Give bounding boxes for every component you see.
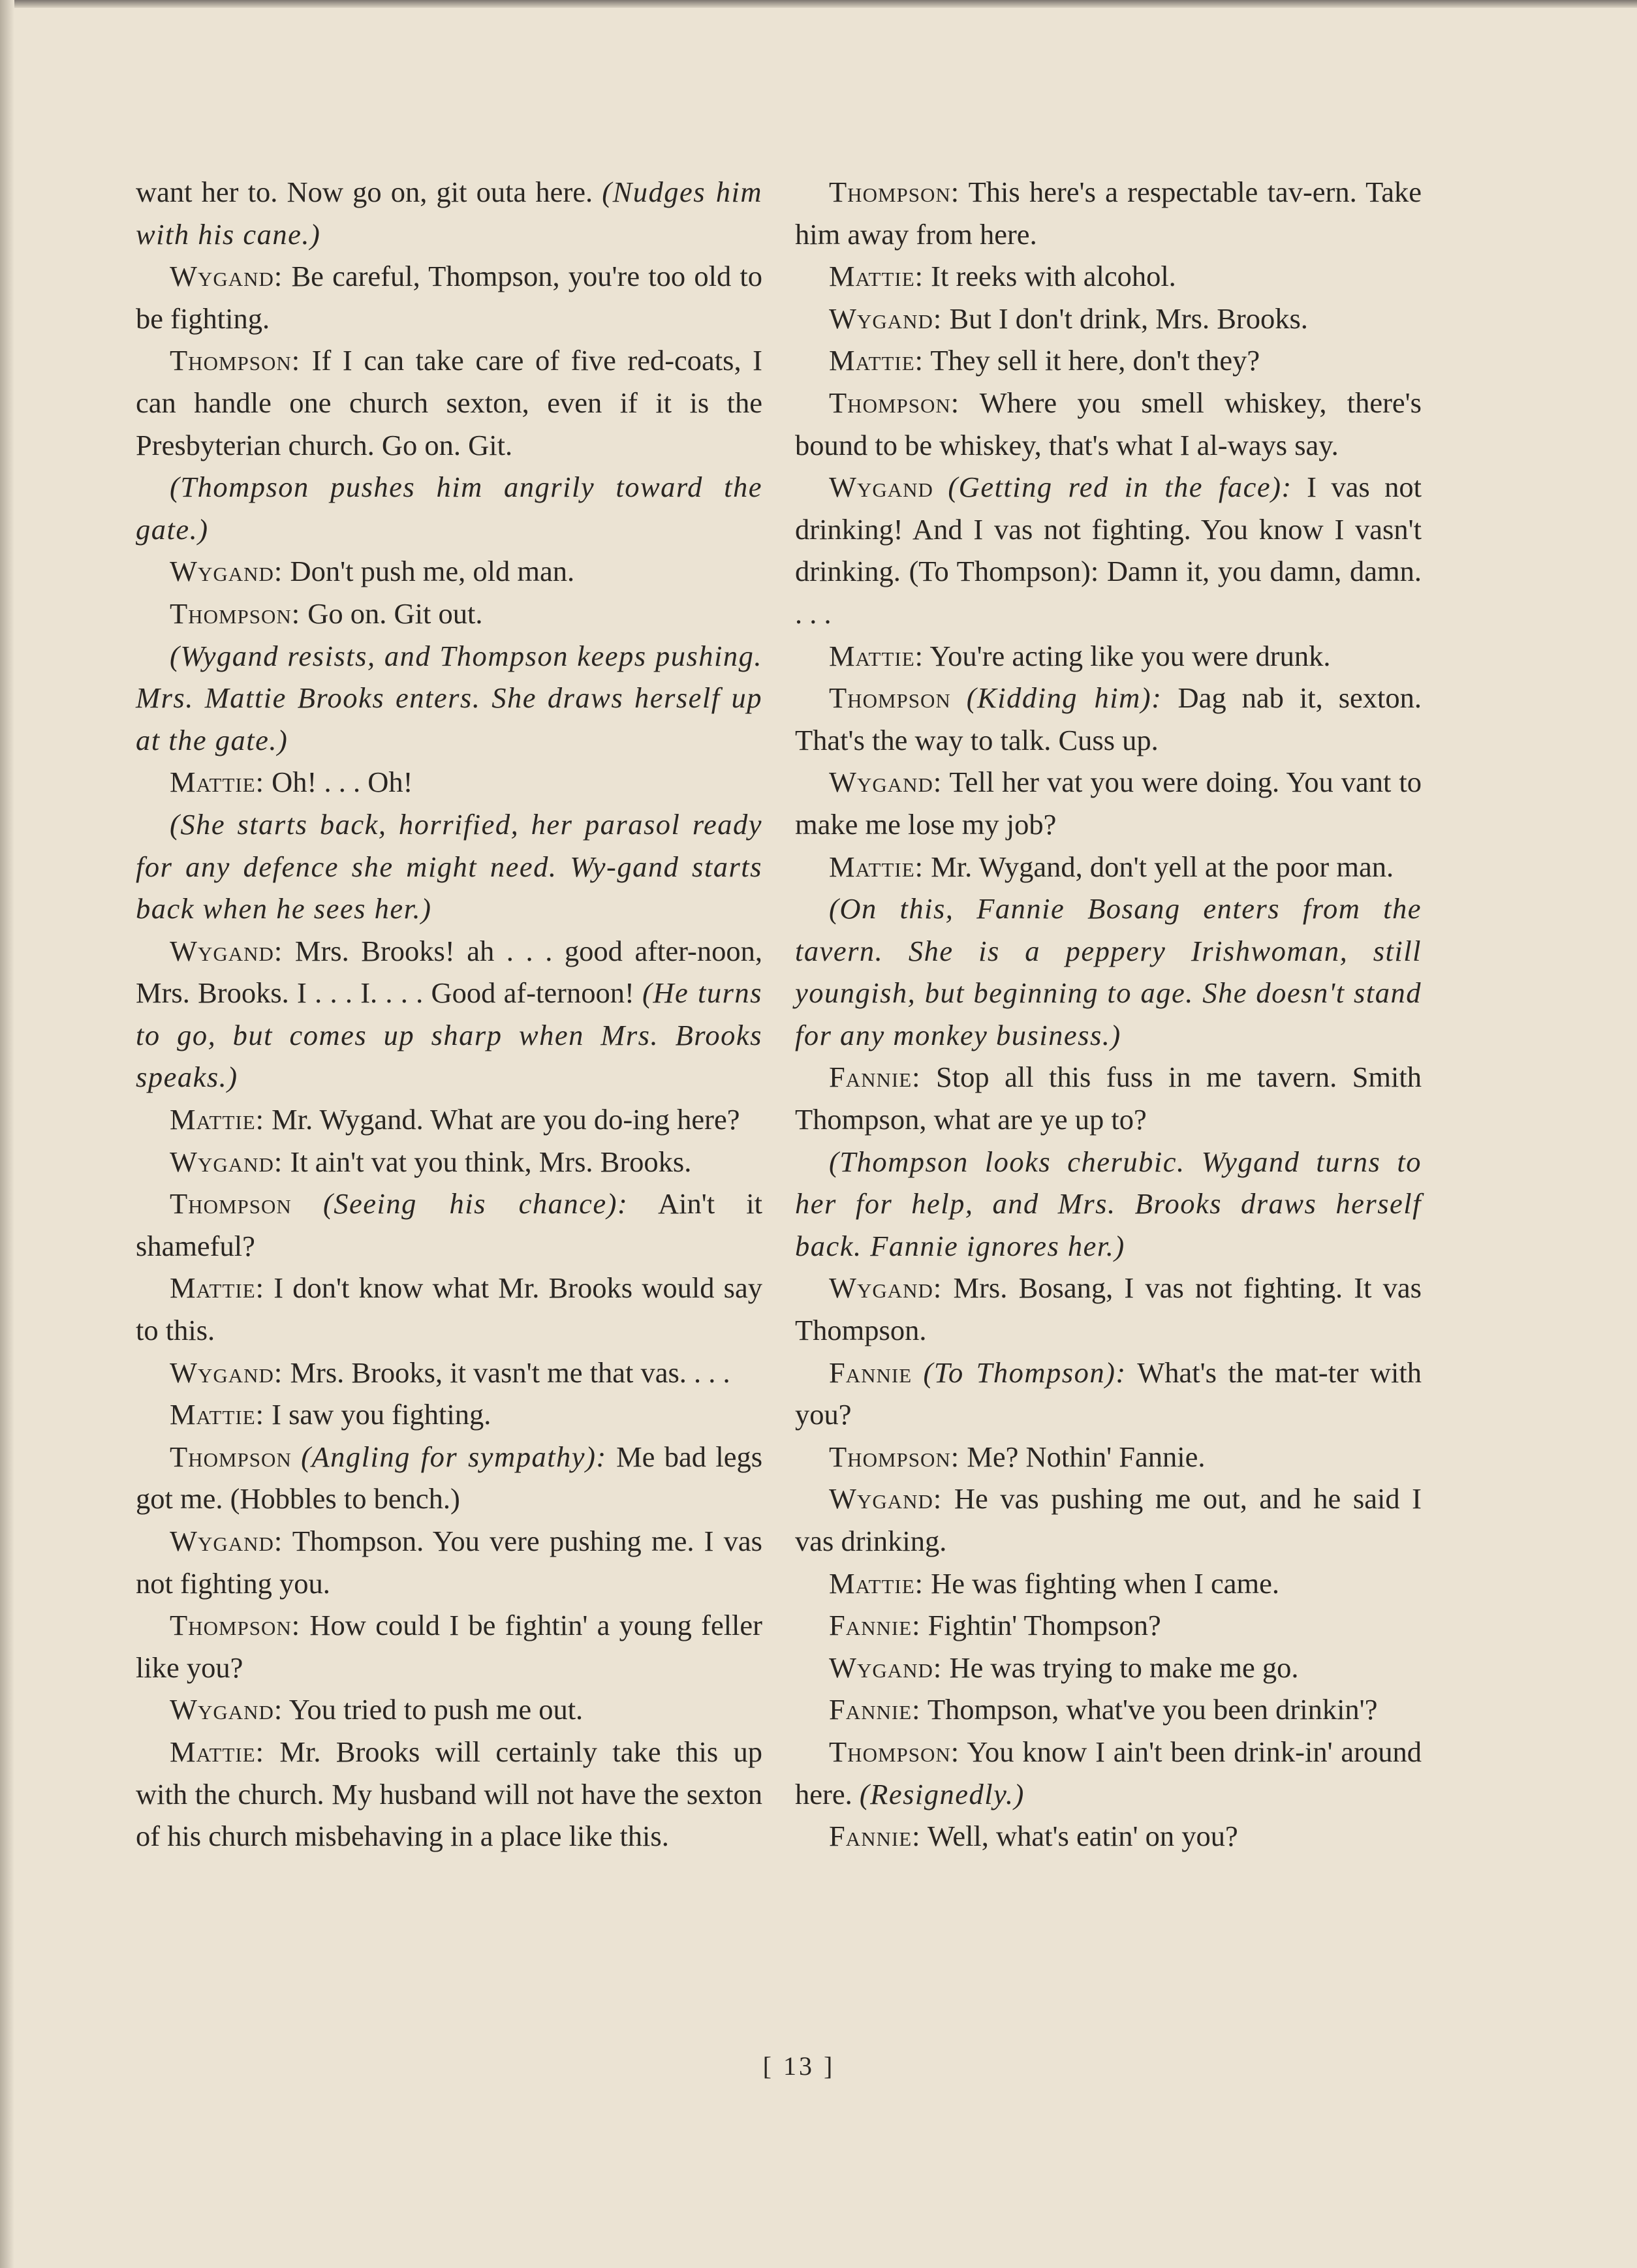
dialogue-paragraph bbox=[136, 1604, 762, 1688]
speaker-name: Mattie: bbox=[170, 766, 265, 799]
dialogue-text: This here's a respectable tav-ern. Take him away from here. bbox=[795, 176, 1422, 251]
speaker-name: Fannie: bbox=[829, 1609, 921, 1642]
dialogue-text: Me bad legs got me. (Hobbles to bench.) bbox=[136, 1440, 763, 1515]
dialogue-text: He was trying to make me go. bbox=[949, 1651, 1299, 1684]
dialogue-paragraph bbox=[795, 1352, 1422, 1436]
speaker-name: Wygand: bbox=[829, 766, 943, 799]
speaker-name: Mattie: bbox=[829, 1566, 924, 1600]
dialogue-paragraph bbox=[136, 803, 762, 930]
dialogue-paragraph bbox=[136, 1688, 762, 1731]
dialogue-paragraph bbox=[136, 255, 762, 339]
dialogue-text: They sell it here, don't they? bbox=[930, 344, 1260, 377]
dialogue-text: But I don't drink, Mrs. Brooks. bbox=[949, 302, 1308, 335]
dialogue-text: It ain't vat you think, Mrs. Brooks. bbox=[290, 1145, 692, 1178]
dialogue-paragraph bbox=[795, 1056, 1422, 1140]
speaker-name: Fannie: bbox=[829, 1693, 921, 1726]
dialogue-text: Well, what's eatin' on you? bbox=[927, 1820, 1238, 1853]
dialogue-paragraph bbox=[136, 635, 762, 762]
dialogue-text: Oh! . . . Oh! bbox=[272, 766, 413, 799]
dialogue-paragraph bbox=[795, 1731, 1422, 1815]
dialogue-paragraph bbox=[136, 1731, 762, 1857]
stage-direction: (On this, Fannie Bosang enters from the tavern. She is a peppery Irishwoman, still youngish, but beginning to age. She doesn't stand for any monkey business.) bbox=[795, 892, 1422, 1051]
speaker-name: Wygand: bbox=[829, 302, 943, 335]
speaker-name: Wygand bbox=[829, 471, 933, 504]
dialogue-text: I vas not drinking! And I vas not fighting. You know I vasn't drinking. (To Thompson): Damn it, you damn, damn. . . . bbox=[795, 471, 1422, 630]
dialogue-text: Fightin' Thompson? bbox=[928, 1609, 1161, 1642]
binding-shadow bbox=[0, 0, 14, 2268]
speaker-name: Fannie: bbox=[829, 1061, 921, 1094]
speaker-name: Thompson: bbox=[170, 1609, 301, 1642]
dialogue-paragraph bbox=[795, 1688, 1422, 1731]
dialogue-paragraph bbox=[795, 171, 1422, 255]
dialogue-text: Me? Nothin' Fannie. bbox=[967, 1440, 1206, 1473]
speaker-name: Fannie bbox=[829, 1356, 912, 1389]
dialogue-text: Mr. Wygand, don't yell at the poor man. bbox=[931, 850, 1394, 883]
dialogue-paragraph bbox=[795, 1267, 1422, 1351]
speaker-name: Mattie: bbox=[829, 639, 924, 672]
stage-direction: (Nudges him with his cane.) bbox=[136, 176, 763, 251]
speaker-name: Mattie: bbox=[170, 1271, 265, 1305]
speaker-name: Thompson bbox=[170, 1187, 292, 1220]
dialogue-paragraph bbox=[136, 339, 762, 466]
speaker-name: Thompson: bbox=[829, 1735, 960, 1768]
dialogue-text: Thompson, what've you been drinkin'? bbox=[927, 1693, 1378, 1726]
dialogue-text: Thompson. You vere pushing me. I vas not fighting you. bbox=[136, 1525, 762, 1600]
dialogue-text: How could I be fightin' a young feller like you? bbox=[136, 1609, 762, 1684]
dialogue-paragraph bbox=[795, 1604, 1422, 1647]
dialogue-paragraph bbox=[795, 677, 1422, 761]
speaker-name: Wygand: bbox=[170, 1525, 283, 1557]
dialogue-text: You're acting like you were drunk. bbox=[929, 639, 1331, 672]
left-column bbox=[136, 171, 762, 1857]
dialogue-paragraph bbox=[795, 761, 1422, 845]
speaker-name: Thompson bbox=[829, 681, 951, 715]
dialogue-text: Mrs. Bosang, I vas not fighting. It vas Thompson. bbox=[795, 1271, 1422, 1347]
dialogue-text: want her to. Now go on, git outa here. bbox=[136, 176, 593, 208]
dialogue-text: What's the mat-ter with you? bbox=[795, 1356, 1422, 1431]
speaker-name: Thompson: bbox=[829, 1440, 960, 1473]
right-column bbox=[795, 171, 1422, 1857]
dialogue-paragraph bbox=[136, 930, 762, 1098]
stage-direction: (Resignedly.) bbox=[859, 1777, 1025, 1810]
speaker-name: Mattie: bbox=[829, 260, 924, 293]
dialogue-text: Where you smell whiskey, there's bound to be whiskey, that's what I al-ways say. bbox=[795, 386, 1422, 461]
dialogue-paragraph bbox=[136, 1436, 762, 1520]
speaker-name: Mattie: bbox=[170, 1103, 265, 1136]
speaker-name: Mattie: bbox=[170, 1398, 265, 1431]
dialogue-text: Mr. Brooks will certainly take this up with the church. My husband will not have the sexton of his church misbehaving in a place like this. bbox=[136, 1735, 762, 1853]
dialogue-paragraph bbox=[136, 1352, 762, 1394]
dialogue-paragraph bbox=[795, 1436, 1422, 1478]
dialogue-text: Stop all this fuss in me tavern. Smith Thompson, what are ye up to? bbox=[795, 1061, 1422, 1136]
dialogue-text: You know I ain't been drink-in' around here. bbox=[795, 1735, 1422, 1810]
stage-direction: (Getting red in the face): bbox=[948, 471, 1292, 504]
dialogue-text: Mr. Wygand. What are you do-ing here? bbox=[272, 1103, 740, 1136]
dialogue-paragraph bbox=[795, 1141, 1422, 1267]
dialogue-paragraph bbox=[795, 1562, 1422, 1605]
speaker-name: Wygand: bbox=[170, 934, 283, 967]
dialogue-paragraph bbox=[136, 1267, 762, 1351]
stage-direction: (He turns to go, but comes up sharp when Mrs. Brooks speaks.) bbox=[136, 976, 762, 1094]
dialogue-text: He vas pushing me out, and he said I vas drinking. bbox=[795, 1482, 1422, 1557]
speaker-name: Wygand: bbox=[170, 555, 283, 588]
dialogue-text: Tell her vat you were doing. You vant to make me lose my job? bbox=[795, 766, 1422, 841]
dialogue-paragraph bbox=[795, 635, 1422, 677]
dialogue-text: Be careful, Thompson, you're too old to be fighting. bbox=[136, 260, 762, 335]
speaker-name: Thompson bbox=[170, 1440, 292, 1473]
speaker-name: Wygand: bbox=[170, 260, 283, 293]
speaker-name: Thompson: bbox=[170, 344, 301, 377]
stage-direction: (Thompson looks cherubic. Wygand turns to her for help, and Mrs. Brooks draws herself back. Fannie ignores her.) bbox=[795, 1145, 1422, 1262]
stage-direction: (Angling for sympathy): bbox=[301, 1440, 607, 1473]
dialogue-paragraph bbox=[795, 888, 1422, 1056]
speaker-name: Thompson: bbox=[829, 176, 960, 208]
dialogue-text: Mrs. Brooks, it vasn't me that vas. . . . bbox=[290, 1356, 730, 1389]
page-number: [ 13 ] bbox=[762, 2051, 835, 2081]
speaker-name: Wygand: bbox=[170, 1145, 283, 1178]
dialogue-text: Don't push me, old man. bbox=[290, 555, 575, 588]
speaker-name: Wygand: bbox=[170, 1693, 283, 1726]
dialogue-paragraph bbox=[136, 1520, 762, 1604]
stage-direction: (She starts back, horrified, her parasol ready for any defence she might need. Wy-gand starts back when he sees her.) bbox=[136, 807, 762, 925]
dialogue-paragraph bbox=[795, 466, 1422, 634]
speaker-name: Wygand: bbox=[170, 1356, 283, 1389]
speaker-name: Wygand: bbox=[829, 1651, 943, 1684]
dialogue-paragraph bbox=[136, 761, 762, 803]
stage-direction: (Kidding him): bbox=[966, 681, 1162, 715]
dialogue-text: Ain't it shameful? bbox=[136, 1187, 763, 1262]
dialogue-text: If I can take care of five red-coats, I can handle one church sexton, even if it is the Presbyterian church. Go on. Git. bbox=[136, 344, 762, 461]
stage-direction: (Wygand resists, and Thompson keeps pushing. Mrs. Mattie Brooks enters. She draws herself up at the gate.) bbox=[136, 639, 762, 756]
speaker-name: Wygand: bbox=[829, 1482, 943, 1515]
dialogue-paragraph bbox=[136, 550, 762, 593]
speaker-name: Fannie: bbox=[829, 1820, 921, 1853]
dialogue-text: You tried to push me out. bbox=[288, 1693, 584, 1726]
dialogue-text: He was fighting when I came. bbox=[931, 1566, 1279, 1600]
dialogue-paragraph bbox=[136, 1098, 762, 1141]
speaker-name: Mattie: bbox=[170, 1735, 265, 1768]
dialogue-paragraph bbox=[136, 1141, 762, 1183]
dialogue-paragraph bbox=[136, 171, 762, 255]
speaker-name: Mattie: bbox=[829, 850, 924, 883]
speaker-name: Wygand: bbox=[829, 1271, 943, 1305]
dialogue-paragraph bbox=[795, 1815, 1422, 1857]
dialogue-paragraph bbox=[795, 382, 1422, 466]
stage-direction: (Thompson pushes him angrily toward the gate.) bbox=[136, 471, 762, 546]
dialogue-paragraph bbox=[795, 846, 1422, 888]
dialogue-text: Dag nab it, sexton. That's the way to talk. Cuss up. bbox=[795, 681, 1422, 756]
dialogue-text: I saw you fighting. bbox=[272, 1398, 491, 1431]
dialogue-text: Go on. Git out. bbox=[307, 597, 483, 630]
speaker-name: Mattie: bbox=[829, 344, 924, 377]
dialogue-text: Mrs. Brooks! ah . . . good after-noon, Mrs. Brooks. I . . . I. . . . Good af-ternoon! bbox=[136, 934, 763, 1010]
dialogue-paragraph bbox=[795, 255, 1422, 298]
dialogue-paragraph bbox=[136, 593, 762, 635]
dialogue-paragraph bbox=[795, 1647, 1422, 1689]
dialogue-paragraph bbox=[136, 1393, 762, 1436]
dialogue-paragraph bbox=[795, 339, 1422, 382]
dialogue-paragraph bbox=[795, 1478, 1422, 1562]
stage-direction: (Seeing his chance): bbox=[322, 1187, 629, 1220]
dialogue-text: It reeks with alcohol. bbox=[931, 260, 1176, 293]
dialogue-paragraph bbox=[136, 1183, 762, 1267]
dialogue-text: I don't know what Mr. Brooks would say to this. bbox=[136, 1271, 763, 1347]
stage-direction: (To Thompson): bbox=[923, 1356, 1127, 1389]
page-top-edge bbox=[0, 0, 1637, 8]
speaker-name: Thompson: bbox=[170, 597, 301, 630]
dialogue-paragraph bbox=[795, 298, 1422, 340]
speaker-name: Thompson: bbox=[829, 386, 960, 419]
dialogue-paragraph bbox=[136, 466, 762, 550]
